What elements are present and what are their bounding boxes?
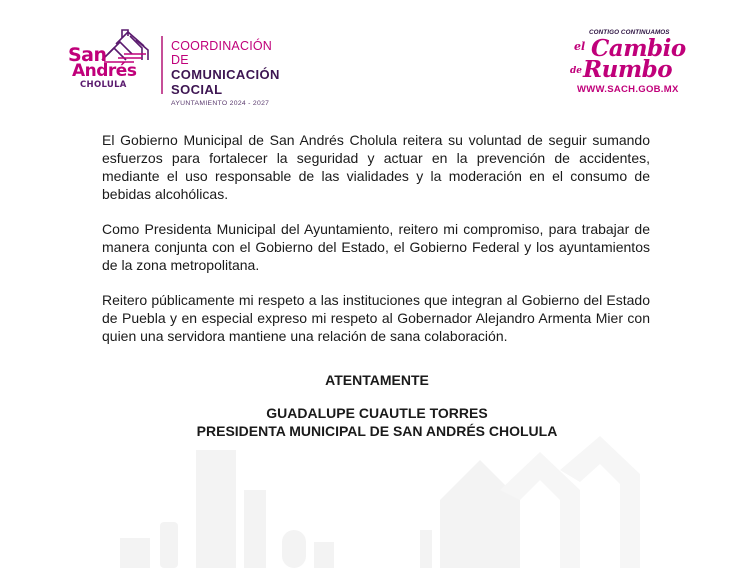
paragraph-3: Reitero públicamente mi respeto a las instituciones que integran al Gobierno del Estado de Puebla y en especial expreso mi respeto al Gobernador Alejandro Armenta Mier con quien una servidora mantiene una relación de sana colaboración. <box>102 292 650 344</box>
logo-text-san: San <box>68 44 107 66</box>
logo-text-andres: Andrés <box>72 61 137 81</box>
slogan-de: de <box>570 66 583 76</box>
org-line-coordinacion: COORDINACIÓN DE <box>171 39 273 67</box>
org-line-ayuntamiento: AYUNTAMIENTO 2024 - 2027 <box>171 100 270 107</box>
paragraph-2: Como Presidenta Municipal del Ayuntamiento, reitero mi compromiso, para trabajar de manera conjunta con el Gobierno del Estado, el Gobierno Federal y los ayuntamientos de la zona metropolitana. <box>102 221 650 273</box>
closing-regards: ATENTAMENTE <box>325 372 429 388</box>
website-link[interactable]: WWW.SACH.GOB.MX <box>577 84 679 95</box>
statement-body <box>102 131 650 362</box>
org-line-comunicacion: COMUNICACIÓN <box>171 67 280 82</box>
logo-divider <box>161 36 163 94</box>
signature-name: GUADALUPE CUAUTLE TORRES <box>266 405 488 421</box>
slogan-rumbo: Rumbo <box>583 56 673 83</box>
paragraph-1: El Gobierno Municipal de San Andrés Cholula reitera su voluntad de seguir sumando esfuerzos para fortalecer la seguridad y actuar en la prevención de accidentes, mediante el uso responsable de las vialidades y la moderación en el consumo de bebidas alcohólicas. <box>102 132 650 202</box>
logo-text-cholula: CHOLULA <box>80 80 127 90</box>
slogan-el: el <box>574 40 586 53</box>
org-line-social: SOCIAL <box>171 82 223 97</box>
slogan-cambio: Cambio <box>591 35 686 62</box>
city-watermark-icon <box>0 430 754 568</box>
san-andres-logo <box>58 26 280 107</box>
org-name <box>171 39 280 107</box>
signature-title: PRESIDENTA MUNICIPAL DE SAN ANDRÉS CHOLULA <box>196 423 558 439</box>
slogan-tagline: CONTIGO CONTINUAMOS <box>589 29 670 36</box>
cambio-de-rumbo-logo <box>570 26 700 98</box>
